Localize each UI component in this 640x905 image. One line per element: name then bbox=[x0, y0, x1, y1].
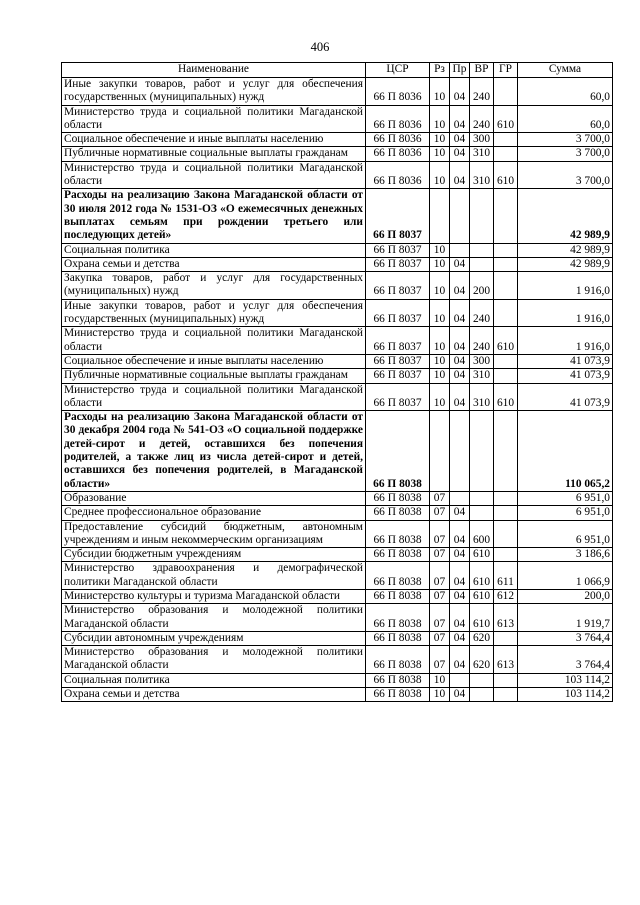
table-row bbox=[62, 548, 613, 562]
cell-pr bbox=[450, 673, 470, 687]
cell-gr bbox=[494, 147, 518, 161]
cell-sum: 60,0 bbox=[518, 105, 613, 133]
cell-gr bbox=[494, 272, 518, 300]
table-row bbox=[62, 243, 613, 257]
cell-gr: 610 bbox=[494, 327, 518, 355]
cell-sum: 6 951,0 bbox=[518, 506, 613, 520]
cell-gr bbox=[494, 548, 518, 562]
table-row bbox=[62, 688, 613, 702]
cell-rz: 07 bbox=[430, 506, 450, 520]
cell-name: Министерство здравоохранения и демографической политики Магаданской области bbox=[62, 562, 366, 590]
cell-csr: 66 П 8036 bbox=[366, 78, 430, 106]
cell-vr bbox=[470, 243, 494, 257]
cell-name: Министерство труда и социальной политики Магаданской области bbox=[62, 383, 366, 411]
cell-pr: 04 bbox=[450, 257, 470, 271]
cell-rz: 10 bbox=[430, 299, 450, 327]
cell-rz: 10 bbox=[430, 133, 450, 147]
cell-rz: 10 bbox=[430, 369, 450, 383]
cell-name: Среднее профессиональное образование bbox=[62, 506, 366, 520]
cell-csr: 66 П 8038 bbox=[366, 673, 430, 687]
cell-sum: 41 073,9 bbox=[518, 383, 613, 411]
cell-pr: 04 bbox=[450, 506, 470, 520]
cell-pr bbox=[450, 189, 470, 243]
cell-gr: 613 bbox=[494, 604, 518, 632]
cell-gr bbox=[494, 506, 518, 520]
cell-name: Социальное обеспечение и иные выплаты населению bbox=[62, 133, 366, 147]
cell-name: Министерство труда и социальной политики Магаданской области bbox=[62, 327, 366, 355]
cell-vr bbox=[470, 688, 494, 702]
cell-name: Министерство образования и молодежной политики Магаданской области bbox=[62, 604, 366, 632]
table-row bbox=[62, 272, 613, 300]
cell-gr bbox=[494, 243, 518, 257]
cell-rz: 10 bbox=[430, 147, 450, 161]
cell-name: Закупка товаров, работ и услуг для государственных (муниципальных) нужд bbox=[62, 272, 366, 300]
cell-sum: 3 700,0 bbox=[518, 147, 613, 161]
cell-sum: 3 764,4 bbox=[518, 631, 613, 645]
cell-vr bbox=[470, 189, 494, 243]
cell-pr: 04 bbox=[450, 272, 470, 300]
table-row bbox=[62, 520, 613, 548]
cell-name: Охрана семьи и детства bbox=[62, 688, 366, 702]
cell-csr: 66 П 8037 bbox=[366, 257, 430, 271]
cell-vr: 310 bbox=[470, 383, 494, 411]
table-row bbox=[62, 354, 613, 368]
cell-name: Социальная политика bbox=[62, 673, 366, 687]
cell-csr: 66 П 8038 bbox=[366, 562, 430, 590]
cell-gr bbox=[494, 631, 518, 645]
cell-gr bbox=[494, 299, 518, 327]
header-rz: Рз bbox=[430, 63, 450, 78]
cell-vr: 310 bbox=[470, 369, 494, 383]
cell-rz: 07 bbox=[430, 520, 450, 548]
cell-vr: 620 bbox=[470, 646, 494, 674]
cell-vr: 310 bbox=[470, 161, 494, 189]
cell-pr: 04 bbox=[450, 548, 470, 562]
cell-gr: 612 bbox=[494, 589, 518, 603]
cell-pr: 04 bbox=[450, 604, 470, 632]
cell-vr: 240 bbox=[470, 105, 494, 133]
cell-sum: 200,0 bbox=[518, 589, 613, 603]
cell-rz bbox=[430, 189, 450, 243]
cell-pr: 04 bbox=[450, 161, 470, 189]
cell-vr bbox=[470, 673, 494, 687]
cell-name: Образование bbox=[62, 491, 366, 505]
cell-gr bbox=[494, 257, 518, 271]
cell-vr: 240 bbox=[470, 78, 494, 106]
table-row bbox=[62, 646, 613, 674]
cell-gr: 610 bbox=[494, 161, 518, 189]
cell-vr bbox=[470, 411, 494, 492]
cell-pr: 04 bbox=[450, 147, 470, 161]
cell-gr bbox=[494, 354, 518, 368]
cell-csr: 66 П 8038 bbox=[366, 589, 430, 603]
cell-pr: 04 bbox=[450, 327, 470, 355]
cell-csr: 66 П 8036 bbox=[366, 161, 430, 189]
cell-vr: 610 bbox=[470, 562, 494, 590]
table-row bbox=[62, 383, 613, 411]
header-pr: Пр bbox=[450, 63, 470, 78]
cell-vr bbox=[470, 257, 494, 271]
cell-sum: 1 916,0 bbox=[518, 272, 613, 300]
budget-table bbox=[61, 62, 613, 702]
cell-csr: 66 П 8036 bbox=[366, 105, 430, 133]
cell-pr bbox=[450, 411, 470, 492]
table-row bbox=[62, 78, 613, 106]
cell-vr: 610 bbox=[470, 604, 494, 632]
cell-rz: 07 bbox=[430, 646, 450, 674]
cell-vr: 300 bbox=[470, 354, 494, 368]
cell-name: Социальное обеспечение и иные выплаты населению bbox=[62, 354, 366, 368]
cell-rz: 10 bbox=[430, 272, 450, 300]
cell-vr bbox=[470, 491, 494, 505]
cell-sum: 6 951,0 bbox=[518, 491, 613, 505]
cell-pr: 04 bbox=[450, 589, 470, 603]
cell-sum: 41 073,9 bbox=[518, 369, 613, 383]
cell-gr bbox=[494, 491, 518, 505]
cell-rz: 10 bbox=[430, 354, 450, 368]
table-row bbox=[62, 369, 613, 383]
header-sum: Сумма bbox=[518, 63, 613, 78]
cell-csr: 66 П 8036 bbox=[366, 133, 430, 147]
cell-pr: 04 bbox=[450, 383, 470, 411]
table-row bbox=[62, 562, 613, 590]
cell-vr: 610 bbox=[470, 589, 494, 603]
table-row bbox=[62, 299, 613, 327]
cell-gr: 610 bbox=[494, 383, 518, 411]
cell-name: Социальная политика bbox=[62, 243, 366, 257]
cell-csr: 66 П 8037 bbox=[366, 243, 430, 257]
cell-rz: 10 bbox=[430, 161, 450, 189]
cell-csr: 66 П 8037 bbox=[366, 327, 430, 355]
cell-gr bbox=[494, 369, 518, 383]
cell-vr: 610 bbox=[470, 548, 494, 562]
cell-gr bbox=[494, 133, 518, 147]
header-vr: ВР bbox=[470, 63, 494, 78]
cell-pr: 04 bbox=[450, 631, 470, 645]
cell-rz: 10 bbox=[430, 688, 450, 702]
cell-sum: 3 764,4 bbox=[518, 646, 613, 674]
cell-name: Охрана семьи и детства bbox=[62, 257, 366, 271]
cell-name: Субсидии бюджетным учреждениям bbox=[62, 548, 366, 562]
cell-csr: 66 П 8037 bbox=[366, 354, 430, 368]
cell-sum: 103 114,2 bbox=[518, 673, 613, 687]
cell-rz: 07 bbox=[430, 604, 450, 632]
cell-sum: 3 186,6 bbox=[518, 548, 613, 562]
cell-vr: 620 bbox=[470, 631, 494, 645]
table-row bbox=[62, 189, 613, 243]
cell-gr bbox=[494, 520, 518, 548]
cell-csr: 66 П 8037 bbox=[366, 369, 430, 383]
cell-pr: 04 bbox=[450, 646, 470, 674]
cell-csr: 66 П 8038 bbox=[366, 548, 430, 562]
table-row bbox=[62, 133, 613, 147]
cell-csr: 66 П 8037 bbox=[366, 272, 430, 300]
cell-rz: 10 bbox=[430, 673, 450, 687]
cell-gr bbox=[494, 688, 518, 702]
cell-vr: 310 bbox=[470, 147, 494, 161]
table-row bbox=[62, 673, 613, 687]
cell-pr bbox=[450, 491, 470, 505]
table-row bbox=[62, 161, 613, 189]
cell-sum: 1 066,9 bbox=[518, 562, 613, 590]
cell-sum: 103 114,2 bbox=[518, 688, 613, 702]
cell-vr bbox=[470, 506, 494, 520]
table-row bbox=[62, 631, 613, 645]
cell-sum: 3 700,0 bbox=[518, 161, 613, 189]
cell-name: Предоставление субсидий бюджетным, автономным учреждениям и иным некоммерческим организациям bbox=[62, 520, 366, 548]
cell-sum: 42 989,9 bbox=[518, 257, 613, 271]
page-number: 406 bbox=[310, 40, 330, 54]
cell-rz: 10 bbox=[430, 327, 450, 355]
cell-sum: 41 073,9 bbox=[518, 354, 613, 368]
cell-name: Министерство труда и социальной политики Магаданской области bbox=[62, 161, 366, 189]
cell-name: Министерство труда и социальной политики Магаданской области bbox=[62, 105, 366, 133]
cell-csr: 66 П 8038 bbox=[366, 631, 430, 645]
cell-csr: 66 П 8037 bbox=[366, 189, 430, 243]
cell-vr: 240 bbox=[470, 299, 494, 327]
cell-gr: 611 bbox=[494, 562, 518, 590]
cell-rz: 10 bbox=[430, 257, 450, 271]
cell-sum: 42 989,9 bbox=[518, 189, 613, 243]
cell-rz: 07 bbox=[430, 548, 450, 562]
cell-gr bbox=[494, 673, 518, 687]
cell-rz: 10 bbox=[430, 243, 450, 257]
cell-csr: 66 П 8037 bbox=[366, 383, 430, 411]
table-row bbox=[62, 491, 613, 505]
cell-pr: 04 bbox=[450, 133, 470, 147]
cell-vr: 600 bbox=[470, 520, 494, 548]
cell-csr: 66 П 8036 bbox=[366, 147, 430, 161]
cell-csr: 66 П 8038 bbox=[366, 688, 430, 702]
cell-pr: 04 bbox=[450, 520, 470, 548]
cell-pr: 04 bbox=[450, 105, 470, 133]
cell-csr: 66 П 8037 bbox=[366, 299, 430, 327]
table-row bbox=[62, 147, 613, 161]
cell-rz: 10 bbox=[430, 383, 450, 411]
cell-sum: 60,0 bbox=[518, 78, 613, 106]
cell-csr: 66 П 8038 bbox=[366, 520, 430, 548]
cell-name: Публичные нормативные социальные выплаты гражданам bbox=[62, 369, 366, 383]
cell-pr bbox=[450, 243, 470, 257]
cell-gr bbox=[494, 411, 518, 492]
cell-name: Расходы на реализацию Закона Магаданской области от 30 июля 2012 года № 1531-ОЗ «О ежемесячных денежных выплатах семьям при рождении третьего или последующих детей» bbox=[62, 189, 366, 243]
header-name: Наименование bbox=[62, 63, 366, 78]
cell-pr: 04 bbox=[450, 299, 470, 327]
cell-pr: 04 bbox=[450, 354, 470, 368]
cell-csr: 66 П 8038 bbox=[366, 646, 430, 674]
cell-gr bbox=[494, 78, 518, 106]
cell-name: Публичные нормативные социальные выплаты гражданам bbox=[62, 147, 366, 161]
cell-csr: 66 П 8038 bbox=[366, 506, 430, 520]
cell-rz: 10 bbox=[430, 105, 450, 133]
cell-sum: 42 989,9 bbox=[518, 243, 613, 257]
table-row bbox=[62, 506, 613, 520]
header-gr: ГР bbox=[494, 63, 518, 78]
cell-sum: 1 919,7 bbox=[518, 604, 613, 632]
cell-rz: 07 bbox=[430, 491, 450, 505]
cell-csr: 66 П 8038 bbox=[366, 411, 430, 492]
cell-vr: 200 bbox=[470, 272, 494, 300]
cell-rz: 07 bbox=[430, 631, 450, 645]
cell-gr: 610 bbox=[494, 105, 518, 133]
cell-pr: 04 bbox=[450, 78, 470, 106]
cell-vr: 300 bbox=[470, 133, 494, 147]
cell-pr: 04 bbox=[450, 369, 470, 383]
table-row bbox=[62, 589, 613, 603]
cell-rz: 10 bbox=[430, 78, 450, 106]
cell-sum: 110 065,2 bbox=[518, 411, 613, 492]
cell-name: Субсидии автономным учреждениям bbox=[62, 631, 366, 645]
cell-pr: 04 bbox=[450, 688, 470, 702]
cell-name: Иные закупки товаров, работ и услуг для обеспечения государственных (муниципальных) нужд bbox=[62, 299, 366, 327]
cell-csr: 66 П 8038 bbox=[366, 491, 430, 505]
cell-sum: 1 916,0 bbox=[518, 327, 613, 355]
cell-gr: 613 bbox=[494, 646, 518, 674]
cell-pr: 04 bbox=[450, 562, 470, 590]
table-row bbox=[62, 411, 613, 492]
table-row bbox=[62, 105, 613, 133]
table-row bbox=[62, 604, 613, 632]
table-row bbox=[62, 327, 613, 355]
cell-name: Иные закупки товаров, работ и услуг для обеспечения государственных (муниципальных) нужд bbox=[62, 78, 366, 106]
cell-vr: 240 bbox=[470, 327, 494, 355]
cell-name: Расходы на реализацию Закона Магаданской области от 30 декабря 2004 года № 541-ОЗ «О социальной поддержке детей-сирот и детей, оставшихся без попечения родителей, а также лиц из числа детей-сирот и детей, оставшихся без попечения родителей, в Магаданской области» bbox=[62, 411, 366, 492]
header-row bbox=[62, 63, 613, 78]
header-csr: ЦСР bbox=[366, 63, 430, 78]
cell-rz bbox=[430, 411, 450, 492]
cell-name: Министерство образования и молодежной политики Магаданской области bbox=[62, 646, 366, 674]
cell-rz: 07 bbox=[430, 589, 450, 603]
cell-sum: 3 700,0 bbox=[518, 133, 613, 147]
cell-rz: 07 bbox=[430, 562, 450, 590]
cell-csr: 66 П 8038 bbox=[366, 604, 430, 632]
cell-sum: 1 916,0 bbox=[518, 299, 613, 327]
cell-name: Министерство культуры и туризма Магаданской области bbox=[62, 589, 366, 603]
table-row bbox=[62, 257, 613, 271]
cell-sum: 6 951,0 bbox=[518, 520, 613, 548]
cell-gr bbox=[494, 189, 518, 243]
